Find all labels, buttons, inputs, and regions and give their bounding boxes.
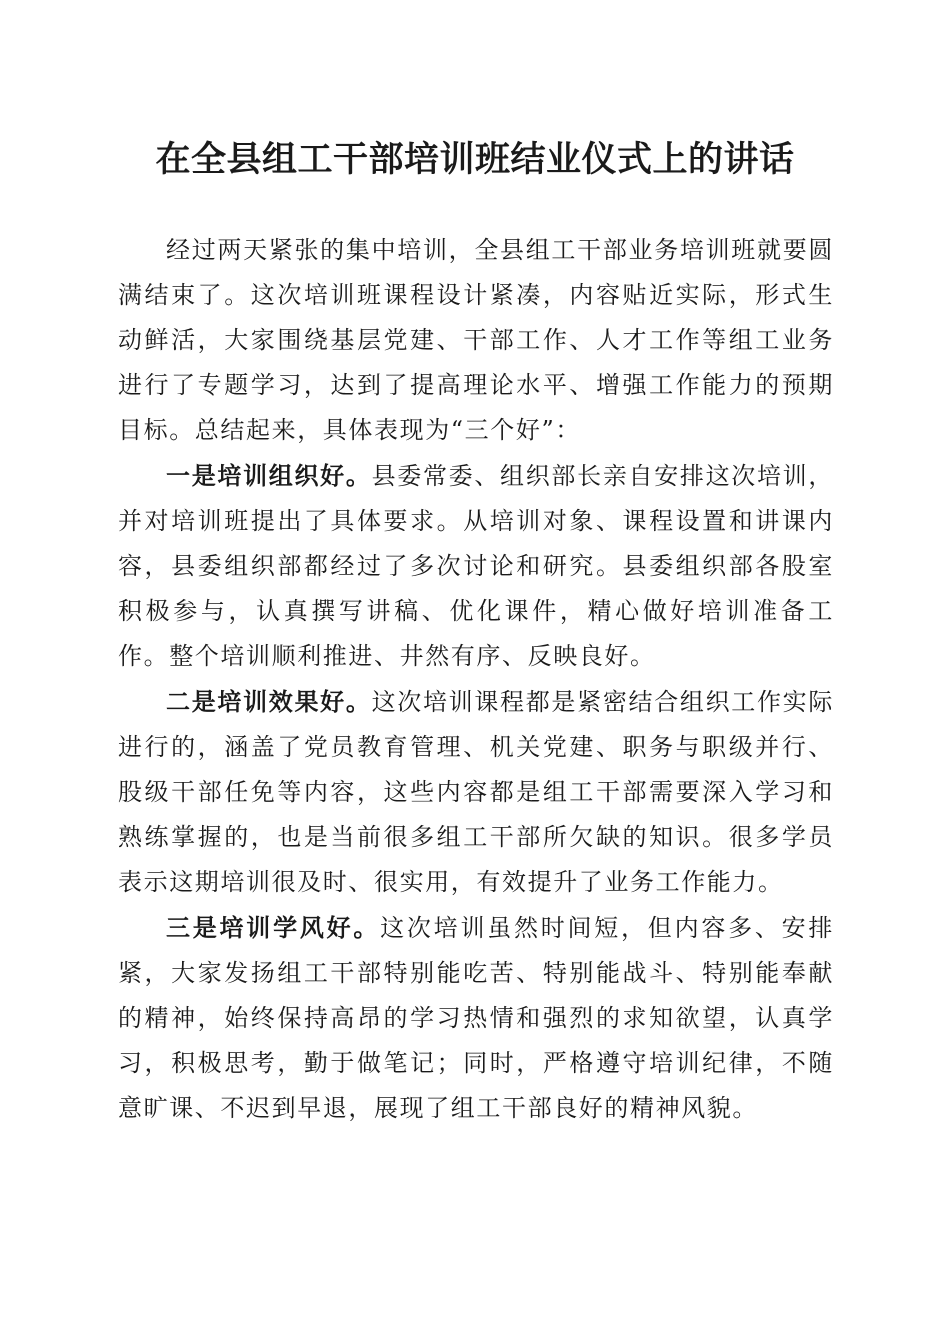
paragraph-point-one (118, 453, 834, 679)
paragraph-point-two (118, 679, 834, 905)
document-body (118, 228, 834, 1131)
paragraph-lead: 三是培训学风好。 (166, 913, 381, 942)
paragraph-text: 这次培训虽然时间短，但内容多、安排紧，大家发扬组工干部特别能吃苦、特别能战斗、特别能奉献的精神，始终保持高昂的学习热情和强烈的求知欲望，认真学习，积极思考，勤于做笔记；同时，严格遵守培训纪律，不随意旷课、不迟到早退，展现了组工干部良好的精神风貌。 (118, 914, 834, 1122)
paragraph-point-three (118, 905, 834, 1131)
paragraph-lead: 一是培训组织好。 (166, 461, 372, 490)
page-title: 在全县组工干部培训班结业仪式上的讲话 (155, 139, 795, 180)
paragraph-intro (118, 228, 834, 453)
paragraph-text: 这次培训课程都是紧密结合组织工作实际进行的，涵盖了党员教育管理、机关党建、职务与职级并行、股级干部任免等内容，这些内容都是组工干部需要深入学习和熟练掌握的，也是当前很多组工干部所欠缺的知识。很多学员表示这期培训很及时、很实用，有效提升了业务工作能力。 (118, 688, 834, 896)
paragraph-text: 经过两天紧张的集中培训，全县组工干部业务培训班就要圆满结束了。这次培训班课程设计紧凑，内容贴近实际，形式生动鲜活，大家围绕基层党建、干部工作、人才工作等组工业务进行了专题学习，达到了提高理论水平、增强工作能力的预期目标。总结起来，具体表现为“三个好”： (118, 236, 834, 444)
paragraph-lead: 二是培训效果好。 (166, 687, 372, 716)
paragraph-text: 县委常委、组织部长亲自安排这次培训，并对培训班提出了具体要求。从培训对象、课程设置和讲课内容，县委组织部都经过了多次讨论和研究。县委组织部各股室积极参与，认真撰写讲稿、优化课件，精心做好培训准备工作。整个培训顺利推进、井然有序、反映良好。 (118, 462, 834, 670)
